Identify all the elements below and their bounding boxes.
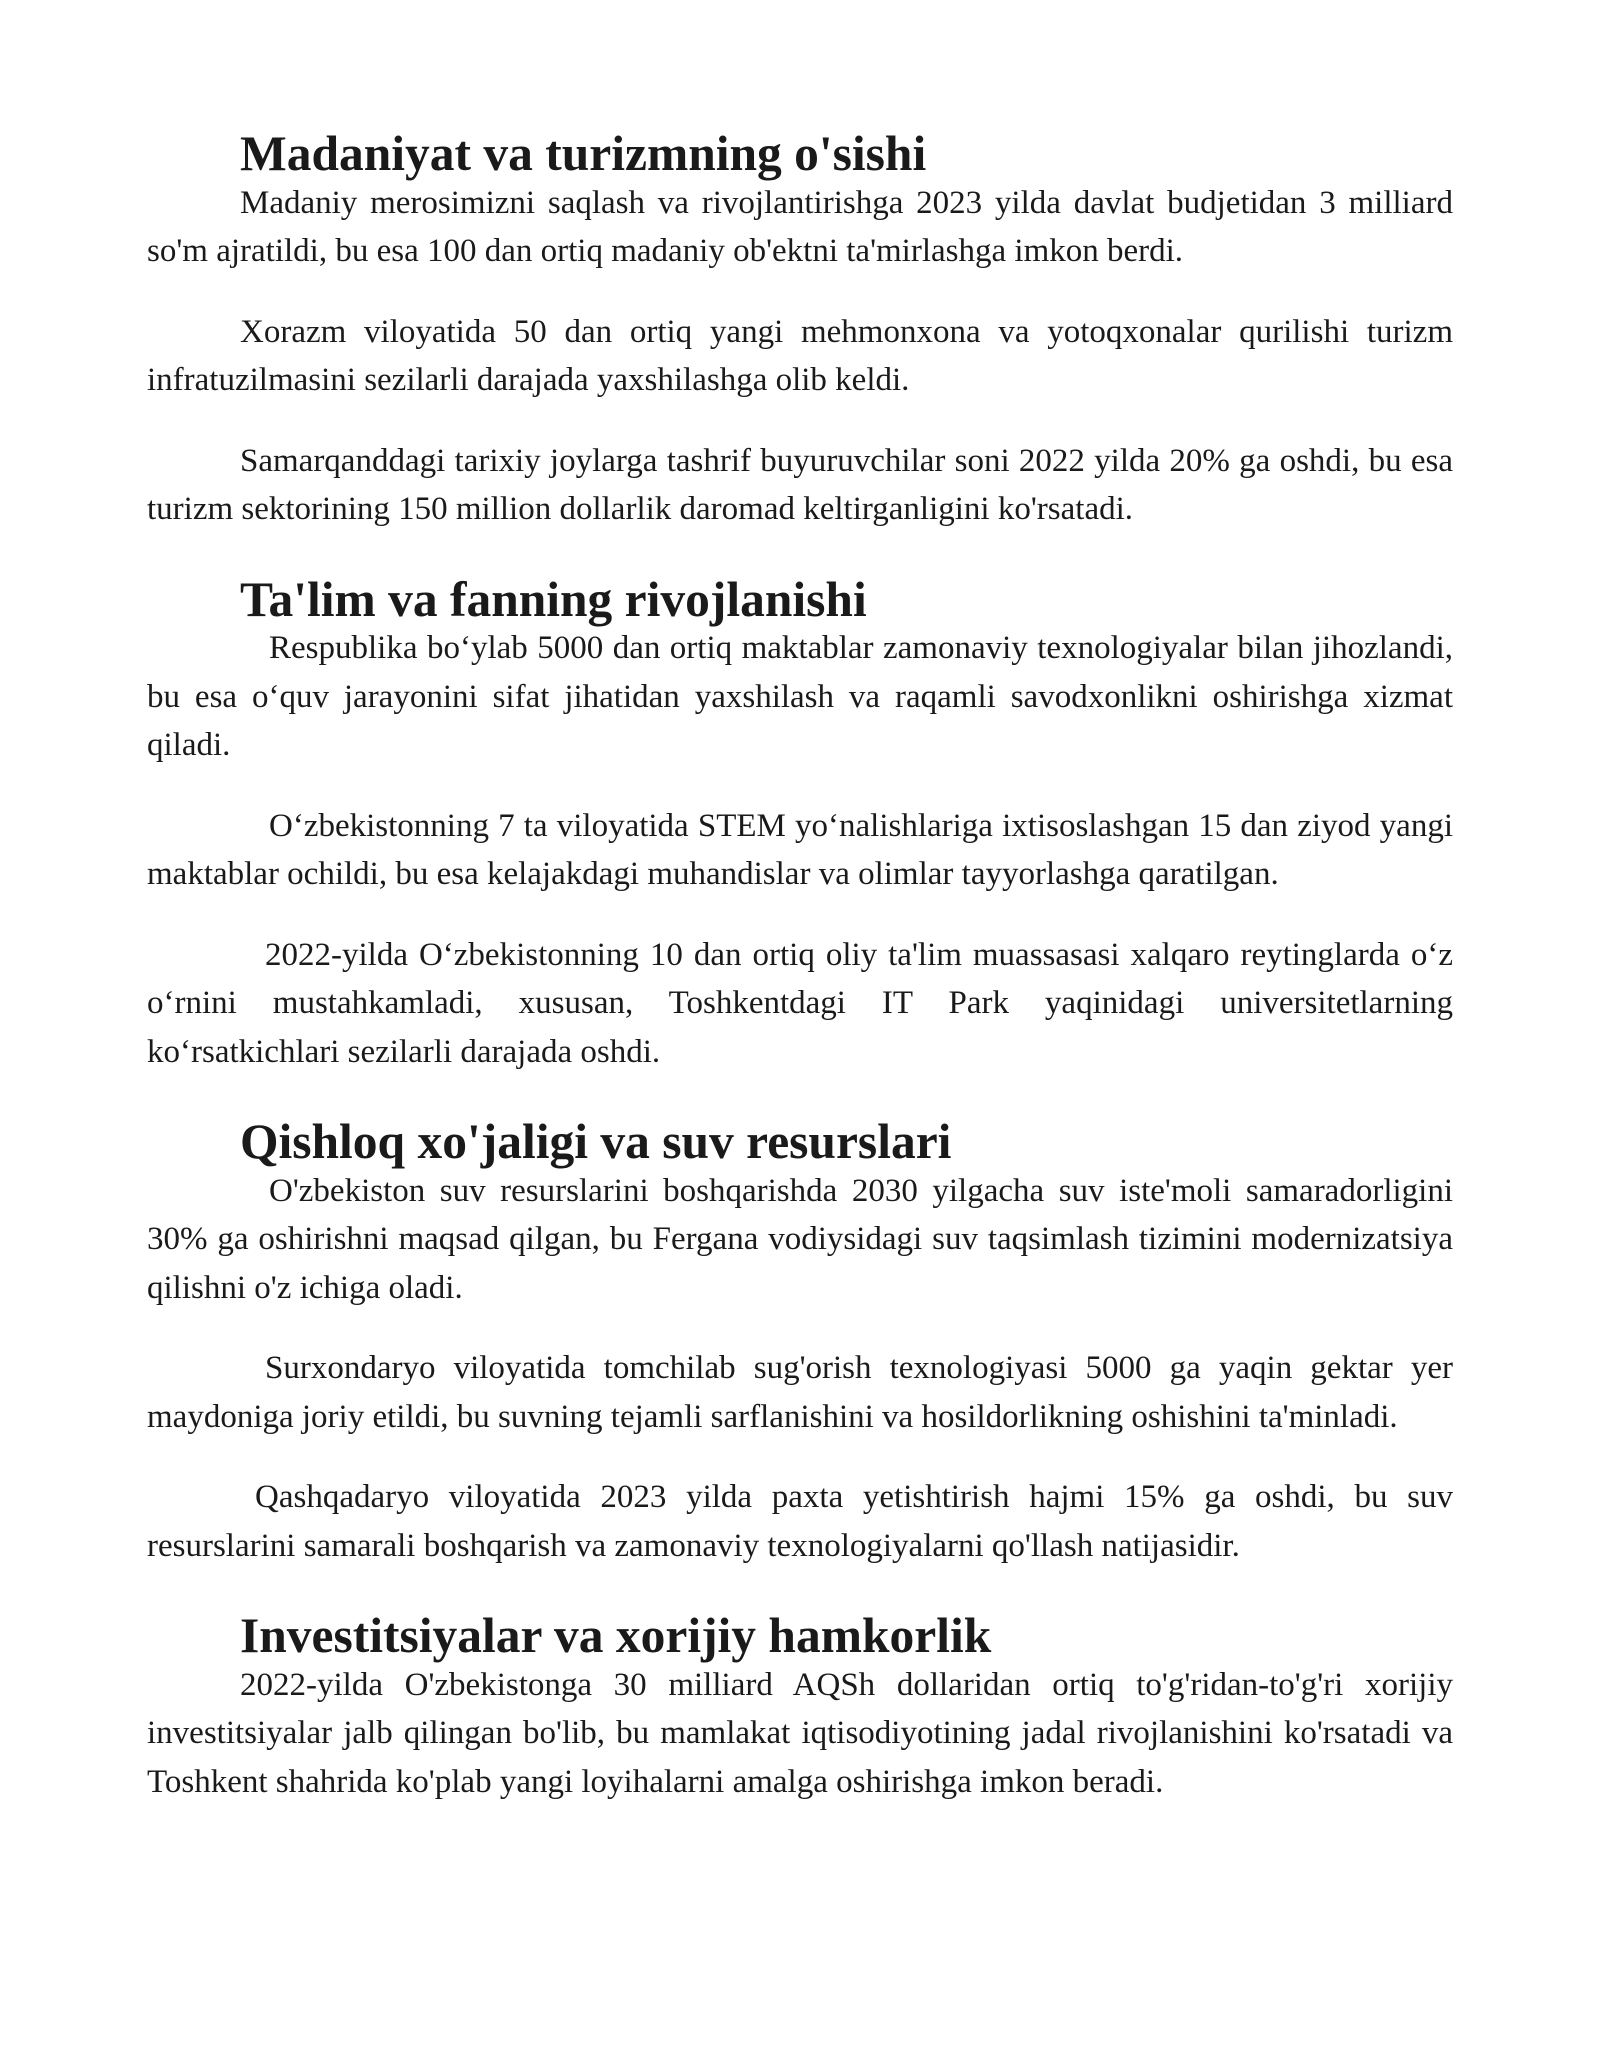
paragraph: O‘zbekistonning 7 ta viloyatida STEM yo‘nalishlariga ixtisoslashgan 15 dan ziyod yangi maktablar ochildi, bu esa kelajakdagi muhandislar va olimlar tayyorlashga qaratilgan. [147,807,1453,892]
section-heading: Investitsiyalar va xorijiy hamkorlik [240,1608,992,1663]
document-page [147,126,1453,1806]
section-heading: Ta'lim va fanning rivojlanishi [240,571,867,627]
paragraph: O'zbekiston suv resurslarini boshqarishda 2030 yilgacha suv iste'moli samaradorligini 30% ga oshirishni maqsad qilgan, bu Fergana vodiysidagi suv taqsimlash tizimini modernizatsiya qilishni o'z ichiga oladi. [147,1172,1453,1306]
paragraph: Qashqadaryo viloyatida 2023 yilda paxta yetishtirish hajmi 15% ga oshdi, bu suv resurslarini samarali boshqarish va zamonaviy texnologiyalarni qo'llash natijasidir. [147,1479,1453,1564]
section-heading: Qishloq xo'jaligi va suv resurslari [240,1114,952,1169]
paragraph: Samarqanddagi tarixiy joylarga tashrif buyuruvchilar soni 2022 yilda 20% ga oshdi, bu esa turizm sektorining 150 million dollarlik daromad keltirganligini ko'rsatadi. [147,442,1453,527]
paragraph: Surxondaryo viloyatida tomchilab sug'orish texnologiyasi 5000 ga yaqin gektar yer maydoniga joriy etildi, bu suvning tejamli sarflanishini va hosildorlikning oshishini ta'minladi. [147,1350,1453,1435]
section-culture-tourism [147,126,1453,534]
paragraph: Madaniy merosimizni saqlash va rivojlantirishga 2023 yilda davlat budjetidan 3 milliard so'm ajratildi, bu esa 100 dan ortiq madaniy ob'ektni ta'mirlashga imkon berdi. [147,184,1453,269]
paragraph: Xorazm viloyatida 50 dan ortiq yangi mehmonxona va yotoqxonalar qurilishi turizm infratuzilmasini sezilarli darajada yaxshilashga olib keldi. [147,313,1453,398]
paragraph: 2022-yilda O'zbekistonga 30 milliard AQSh dollaridan ortiq to'g'ridan-to'g'ri xorijiy investitsiyalar jalb qilingan bo'lib, bu mamlakat iqtisodiyotining jadal rivojlanishini ko'rsatadi va Toshkent shahrida ko'plab yangi loyihalarni amalga oshirishga imkon beradi. [147,1666,1453,1800]
section-agriculture-water [147,1114,1453,1570]
section-heading: Madaniyat va turizmning o'sishi [240,126,927,181]
section-investment-cooperation [147,1608,1453,1806]
section-education-science [147,571,1453,1077]
paragraph: 2022-yilda O‘zbekistonning 10 dan ortiq oliy ta'lim muassasasi xalqaro reytinglarda o‘z o‘rnini mustahkamladi, xususan, Toshkentdagi IT Park yaqinidagi universitetlarning ko‘rsatkichlari sezilarli darajada oshdi. [147,936,1453,1070]
paragraph: Respublika bo‘ylab 5000 dan ortiq maktablar zamonaviy texnologiyalar bilan jihozlandi, bu esa o‘quv jarayonini sifat jihatidan yaxshilash va raqamli savodxonlikni oshirishga xizmat qiladi. [147,630,1453,763]
